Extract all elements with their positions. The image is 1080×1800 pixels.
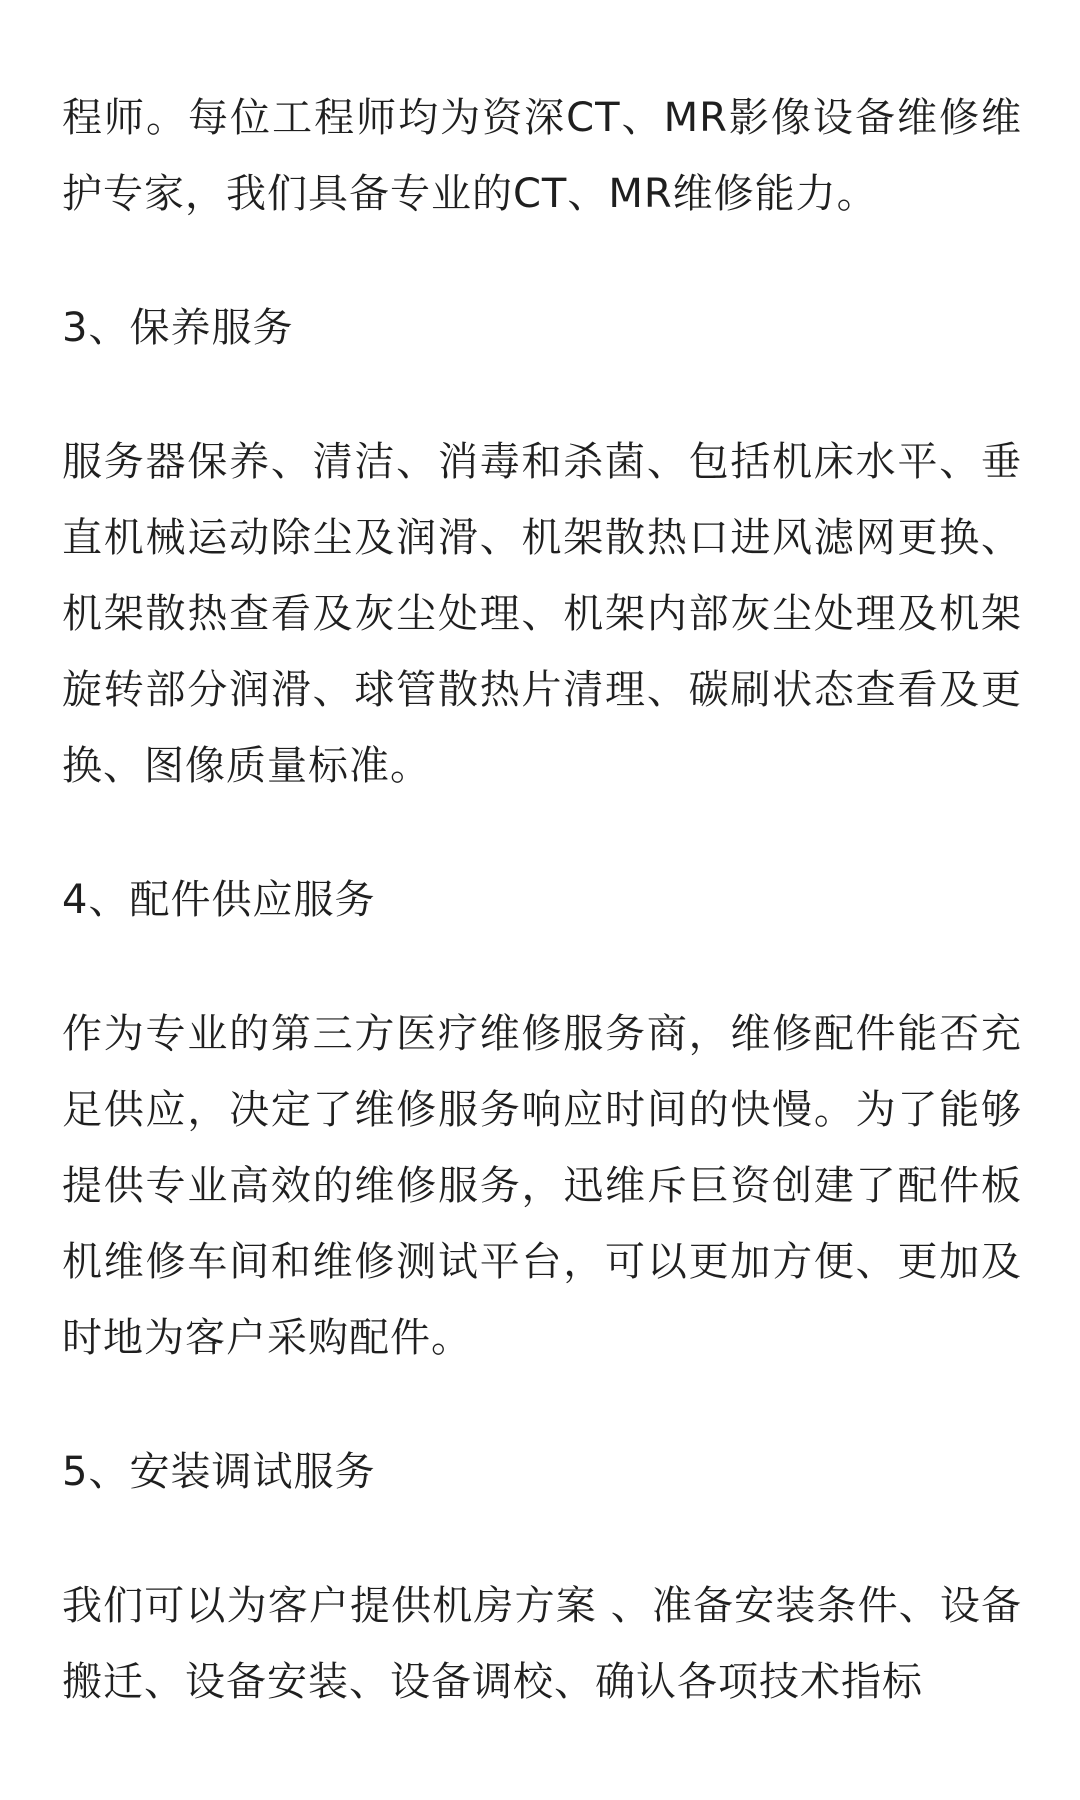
- section-body-installation: 我们可以为客户提供机房方案 、准备安装条件、设备搬迁、设备安装、设备调校、确认各项技术指标: [62, 1583, 1022, 1705]
- article-body: [62, 80, 1022, 1720]
- section-body-maintenance: 服务器保养、清洁、消毒和杀菌、包括机床水平、垂直机械运动除尘及润滑、机架散热口进风滤网更换、机架散热查看及灰尘处理、机架内部灰尘处理及机架旋转部分润滑、球管散热片清理、碳刷状态查看及更换、图像质量标准。: [62, 439, 1022, 789]
- intro-paragraph: 程师。每位工程师均为资深CT、MR影像设备维修维护专家，我们具备专业的CT、MR维修能力。: [62, 95, 1022, 217]
- section-heading-parts-supply: 4、配件供应服务: [62, 877, 376, 923]
- section-heading-maintenance: 3、保养服务: [62, 305, 294, 351]
- section-body-parts-supply: 作为专业的第三方医疗维修服务商，维修配件能否充足供应，决定了维修服务响应时间的快慢。为了能够提供专业高效的维修服务，迅维斥巨资创建了配件板机维修车间和维修测试平台，可以更加方便、更加及时地为客户采购配件。: [62, 1011, 1022, 1361]
- section-heading-installation: 5、安装调试服务: [62, 1449, 376, 1495]
